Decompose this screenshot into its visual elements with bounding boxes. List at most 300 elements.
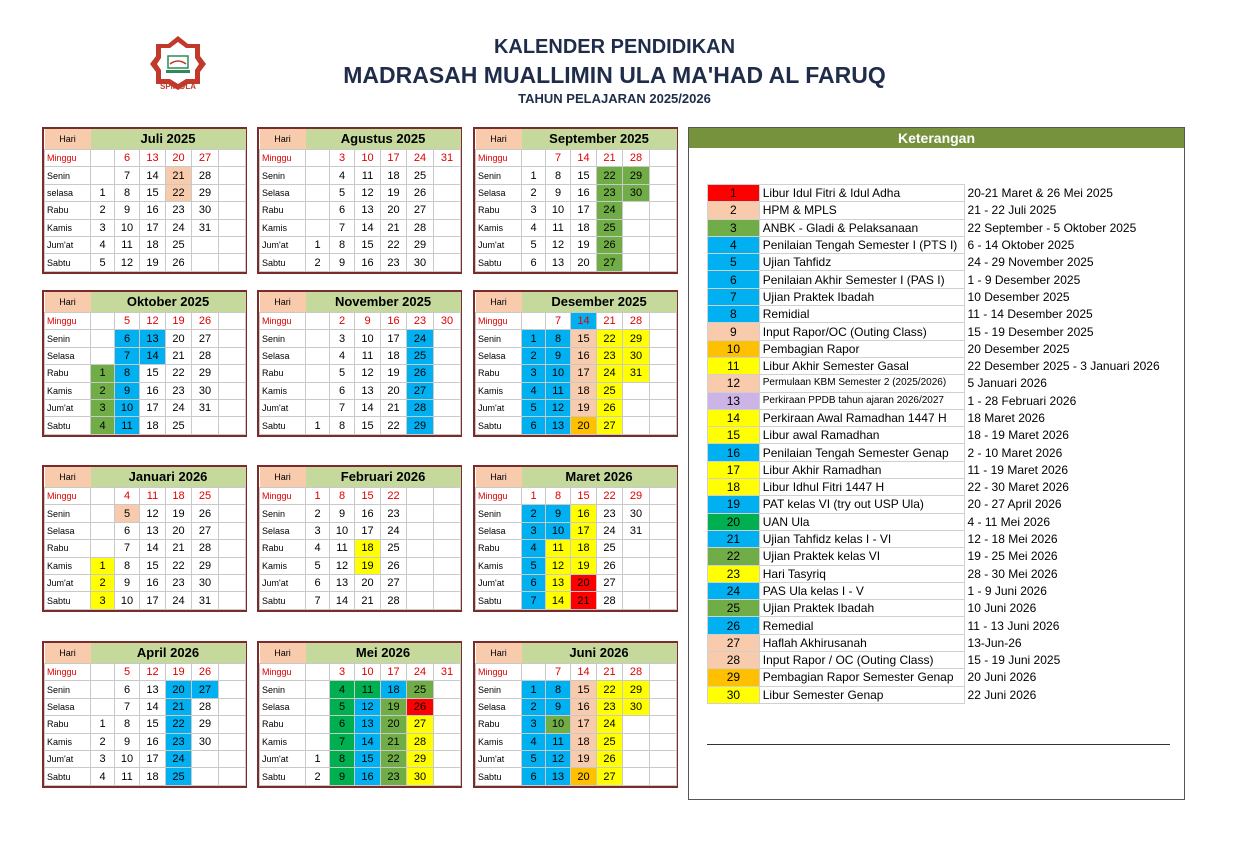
day-name: Selasa <box>260 184 306 201</box>
day-name: Selasa <box>476 184 522 201</box>
date-cell: 5 <box>306 557 330 574</box>
date-cell <box>306 382 330 399</box>
month-calendar <box>42 465 247 612</box>
date-cell: 20 <box>381 382 407 399</box>
date-cell <box>522 313 546 330</box>
date-cell: 20 <box>571 254 597 271</box>
date-cell: 15 <box>355 488 381 505</box>
date-cell: 29 <box>407 750 434 767</box>
date-cell: 3 <box>91 219 115 236</box>
legend-date: 18 Maret 2026 <box>967 411 1045 425</box>
date-cell: 12 <box>546 236 571 253</box>
date-cell <box>650 768 677 785</box>
date-cell <box>650 202 677 219</box>
date-cell: 25 <box>166 417 192 434</box>
legend-number: 22 <box>708 548 760 565</box>
date-cell: 7 <box>330 733 355 750</box>
date-cell: 5 <box>115 505 140 522</box>
date-cell: 17 <box>571 202 597 219</box>
day-name: Selasa <box>45 698 91 715</box>
date-cell: 8 <box>330 417 355 434</box>
date-cell: 18 <box>355 540 381 557</box>
date-cell: 7 <box>115 167 140 184</box>
date-cell: 31 <box>434 664 461 681</box>
date-cell: 21 <box>166 540 192 557</box>
date-cell: 1 <box>522 330 546 347</box>
date-cell <box>623 540 650 557</box>
page-title: KALENDER PENDIDIKAN <box>493 36 736 58</box>
date-cell: 21 <box>166 347 192 364</box>
date-cell <box>650 254 677 271</box>
date-cell: 1 <box>306 417 330 434</box>
date-cell <box>434 254 461 271</box>
legend-number: 20 <box>708 513 760 530</box>
legend-date: 2 - 10 Maret 2026 <box>967 445 1063 460</box>
date-cell: 14 <box>140 698 166 715</box>
month-title: Agustus 2025 <box>306 129 461 150</box>
date-cell: 28 <box>407 399 434 416</box>
date-cell: 14 <box>140 167 166 184</box>
month-calendar <box>257 127 462 274</box>
date-cell <box>434 716 461 733</box>
legend-number: 12 <box>708 375 760 392</box>
day-name: Rabu <box>45 540 91 557</box>
legend-label: Libur Idul Fitri & Idul Adha <box>759 185 964 202</box>
legend-row <box>708 340 1184 357</box>
legend-number: 16 <box>708 444 760 461</box>
date-cell: 27 <box>192 681 219 698</box>
date-cell: 20 <box>381 202 407 219</box>
date-cell <box>434 347 461 364</box>
date-cell: 15 <box>140 365 166 382</box>
day-name: Jum'at <box>476 750 522 767</box>
date-cell <box>650 522 677 539</box>
legend-label: Penilaian Akhir Semester I (PAS I) <box>759 271 964 288</box>
date-cell: 24 <box>407 664 434 681</box>
date-cell: 10 <box>546 365 571 382</box>
date-cell: 21 <box>571 592 597 609</box>
day-name: Minggu <box>260 664 306 681</box>
legend-date: 11 - 19 Maret 2026 <box>967 462 1069 477</box>
date-cell: 16 <box>571 698 597 715</box>
legend-number: 30 <box>708 686 760 703</box>
date-cell: 4 <box>330 347 355 364</box>
date-cell: 18 <box>571 219 597 236</box>
date-cell <box>623 236 650 253</box>
legend-date: 20-21 Maret & 26 Mei 2025 <box>967 186 1113 201</box>
hari-header: Hari <box>260 292 306 313</box>
date-cell: 16 <box>571 505 597 522</box>
date-cell: 13 <box>355 202 381 219</box>
date-cell: 27 <box>597 254 623 271</box>
date-cell: 5 <box>91 254 115 271</box>
date-cell <box>192 768 219 785</box>
day-name: Sabtu <box>476 254 522 271</box>
date-cell: 13 <box>330 574 355 591</box>
date-cell <box>306 219 330 236</box>
date-cell: 12 <box>140 313 166 330</box>
date-cell: 30 <box>192 733 219 750</box>
date-cell <box>434 365 461 382</box>
day-name: Selasa <box>45 347 91 364</box>
date-cell <box>434 557 461 574</box>
date-cell <box>306 716 330 733</box>
month-calendar <box>257 290 462 437</box>
day-name: Rabu <box>45 365 91 382</box>
date-cell <box>623 382 650 399</box>
day-name: Senin <box>260 167 306 184</box>
legend-date: 15 - 19 Juni 2025 <box>967 653 1061 668</box>
date-cell: 29 <box>623 488 650 505</box>
date-cell: 19 <box>166 505 192 522</box>
date-cell: 15 <box>140 184 166 201</box>
month-calendar <box>473 127 678 274</box>
date-cell: 16 <box>571 347 597 364</box>
legend-date: 15 - 19 Desember 2025 <box>967 324 1094 339</box>
date-cell: 23 <box>407 313 434 330</box>
date-cell: 3 <box>330 664 355 681</box>
date-cell: 23 <box>166 202 192 219</box>
date-cell: 8 <box>115 716 140 733</box>
day-name: Kamis <box>260 557 306 574</box>
date-cell: 8 <box>330 488 355 505</box>
date-cell <box>650 417 677 434</box>
legend-label: Libur Semester Genap <box>759 686 964 703</box>
date-cell: 24 <box>597 716 623 733</box>
legend-label: Pembagian Rapor Semester Genap <box>759 669 964 686</box>
divider <box>707 744 1170 745</box>
date-cell: 31 <box>192 219 219 236</box>
date-cell: 19 <box>381 184 407 201</box>
date-cell <box>522 664 546 681</box>
date-cell: 11 <box>546 733 571 750</box>
day-name: Kamis <box>260 382 306 399</box>
date-cell: 12 <box>330 557 355 574</box>
legend-date: 11 - 13 Juni 2026 <box>967 618 1060 633</box>
date-cell: 7 <box>115 540 140 557</box>
date-cell: 28 <box>407 219 434 236</box>
date-cell <box>91 150 115 167</box>
date-cell: 17 <box>381 150 407 167</box>
date-cell: 10 <box>330 522 355 539</box>
date-cell: 25 <box>597 382 623 399</box>
date-cell: 8 <box>115 184 140 201</box>
legend-date: 20 - 27 April 2026 <box>967 497 1062 512</box>
legend-row <box>708 323 1184 340</box>
date-cell: 25 <box>192 488 219 505</box>
date-cell: 20 <box>166 150 192 167</box>
day-name: Rabu <box>260 540 306 557</box>
day-name: Jum'at <box>476 574 522 591</box>
legend-row <box>708 392 1184 409</box>
legend-number: 23 <box>708 565 760 582</box>
date-cell <box>306 150 330 167</box>
date-cell <box>623 733 650 750</box>
date-cell: 7 <box>330 219 355 236</box>
date-cell: 28 <box>623 664 650 681</box>
date-cell <box>623 574 650 591</box>
legend-row <box>708 513 1184 530</box>
day-name: Minggu <box>476 313 522 330</box>
date-cell: 11 <box>355 167 381 184</box>
day-name: Rabu <box>476 540 522 557</box>
date-cell: 20 <box>381 716 407 733</box>
date-cell: 2 <box>306 254 330 271</box>
day-name: Selasa <box>260 522 306 539</box>
date-cell: 8 <box>546 681 571 698</box>
date-cell <box>650 184 677 201</box>
date-cell: 17 <box>140 399 166 416</box>
date-cell: 16 <box>355 254 381 271</box>
date-cell <box>434 167 461 184</box>
date-cell <box>306 202 330 219</box>
day-name: Rabu <box>476 365 522 382</box>
date-cell: 12 <box>355 184 381 201</box>
legend-date: 11 - 14 Desember 2025 <box>967 307 1093 322</box>
date-cell: 25 <box>597 540 623 557</box>
date-cell: 3 <box>522 522 546 539</box>
date-cell: 19 <box>166 313 192 330</box>
month-calendar <box>42 127 247 274</box>
day-name: Selasa <box>476 698 522 715</box>
legend-row <box>708 427 1184 444</box>
date-cell <box>434 184 461 201</box>
date-cell: 24 <box>407 150 434 167</box>
date-cell: 3 <box>91 399 115 416</box>
date-cell: 14 <box>571 664 597 681</box>
legend-date: 1 - 28 Februari 2026 <box>967 393 1077 408</box>
date-cell: 27 <box>597 768 623 785</box>
date-cell: 5 <box>522 750 546 767</box>
date-cell: 18 <box>571 382 597 399</box>
legend-label: Input Rapor / OC (Outing Class) <box>759 652 964 669</box>
date-cell: 23 <box>166 733 192 750</box>
legend-number: 14 <box>708 409 760 426</box>
date-cell: 12 <box>355 365 381 382</box>
date-cell: 28 <box>192 540 219 557</box>
legend-row <box>708 236 1184 253</box>
date-cell <box>434 236 461 253</box>
date-cell: 13 <box>546 417 571 434</box>
day-name: Rabu <box>260 202 306 219</box>
day-name: Minggu <box>45 150 91 167</box>
date-cell <box>219 417 246 434</box>
legend-label: Penilaian Tengah Semester I (PTS I) <box>759 236 964 253</box>
date-cell <box>434 592 461 609</box>
date-cell: 15 <box>571 488 597 505</box>
date-cell: 11 <box>546 219 571 236</box>
month-title: April 2026 <box>91 643 246 664</box>
date-cell: 28 <box>381 592 407 609</box>
date-cell: 29 <box>407 236 434 253</box>
date-cell <box>306 698 330 715</box>
date-cell: 9 <box>115 202 140 219</box>
day-name: Senin <box>476 330 522 347</box>
legend-row <box>708 375 1184 392</box>
date-cell <box>434 540 461 557</box>
date-cell: 26 <box>192 505 219 522</box>
date-cell: 26 <box>407 184 434 201</box>
date-cell: 3 <box>91 750 115 767</box>
date-cell: 18 <box>381 681 407 698</box>
day-name: Kamis <box>476 557 522 574</box>
date-cell: 31 <box>192 399 219 416</box>
date-cell: 15 <box>140 557 166 574</box>
date-cell: 24 <box>597 522 623 539</box>
day-name: Minggu <box>476 488 522 505</box>
date-cell: 16 <box>381 313 407 330</box>
date-cell: 13 <box>140 330 166 347</box>
date-cell: 30 <box>192 382 219 399</box>
day-name: Selasa <box>476 347 522 364</box>
date-cell: 28 <box>192 347 219 364</box>
date-cell: 22 <box>166 365 192 382</box>
date-cell: 8 <box>115 557 140 574</box>
date-cell <box>91 522 115 539</box>
date-cell: 28 <box>623 150 650 167</box>
date-cell: 24 <box>166 592 192 609</box>
date-cell: 22 <box>381 750 407 767</box>
date-cell: 30 <box>192 202 219 219</box>
date-cell: 12 <box>355 698 381 715</box>
date-cell <box>219 313 246 330</box>
date-cell <box>623 557 650 574</box>
date-cell: 3 <box>91 592 115 609</box>
date-cell: 9 <box>546 184 571 201</box>
date-cell: 3 <box>306 522 330 539</box>
date-cell <box>91 167 115 184</box>
date-cell <box>192 750 219 767</box>
legend-date: 22 - 30 Maret 2026 <box>967 480 1069 495</box>
month-calendar <box>473 465 678 612</box>
date-cell: 2 <box>522 347 546 364</box>
date-cell: 18 <box>140 417 166 434</box>
date-cell: 24 <box>381 522 407 539</box>
date-cell: 9 <box>330 505 355 522</box>
legend-row <box>708 444 1184 461</box>
date-cell: 25 <box>166 768 192 785</box>
date-cell <box>192 254 219 271</box>
date-cell: 29 <box>623 330 650 347</box>
day-name: Jum'at <box>260 399 306 416</box>
date-cell: 4 <box>306 540 330 557</box>
legend-label: PAT kelas VI (try out USP Ula) <box>759 496 964 513</box>
date-cell: 12 <box>546 750 571 767</box>
day-name: Jum'at <box>476 236 522 253</box>
date-cell: 10 <box>115 219 140 236</box>
date-cell: 24 <box>166 399 192 416</box>
date-cell: 15 <box>355 417 381 434</box>
date-cell <box>407 505 434 522</box>
date-cell: 26 <box>597 750 623 767</box>
day-name: Selasa <box>260 698 306 715</box>
legend-date: 22 September - 5 Oktober 2025 <box>967 220 1137 235</box>
date-cell: 22 <box>597 681 623 698</box>
date-cell: 8 <box>115 365 140 382</box>
legend-date: 5 Januari 2026 <box>967 376 1047 391</box>
day-name: Jum'at <box>476 399 522 416</box>
date-cell: 1 <box>91 365 115 382</box>
date-cell: 5 <box>115 313 140 330</box>
date-cell <box>407 488 434 505</box>
date-cell <box>91 664 115 681</box>
date-cell: 7 <box>546 313 571 330</box>
day-name: Jum'at <box>45 750 91 767</box>
date-cell <box>306 681 330 698</box>
date-cell: 21 <box>381 399 407 416</box>
date-cell: 29 <box>623 681 650 698</box>
legend-row <box>708 496 1184 513</box>
hari-header: Hari <box>476 129 522 150</box>
date-cell: 11 <box>355 347 381 364</box>
legend-row <box>708 306 1184 323</box>
date-cell: 7 <box>522 592 546 609</box>
date-cell: 22 <box>381 236 407 253</box>
date-cell: 20 <box>166 681 192 698</box>
date-cell: 6 <box>115 681 140 698</box>
date-cell: 10 <box>115 750 140 767</box>
date-cell <box>219 505 246 522</box>
date-cell <box>219 768 246 785</box>
date-cell: 28 <box>623 313 650 330</box>
month-title: Oktober 2025 <box>91 292 246 313</box>
academic-year: TAHUN PELAJARAN 2025/2026 <box>518 91 711 106</box>
day-name: Kamis <box>45 219 91 236</box>
date-cell <box>219 330 246 347</box>
legend-number: 17 <box>708 461 760 478</box>
date-cell <box>650 716 677 733</box>
date-cell <box>650 330 677 347</box>
date-cell: 14 <box>571 150 597 167</box>
date-cell: 28 <box>192 167 219 184</box>
legend-date: 22 Desember 2025 - 3 Januari 2026 <box>967 359 1160 374</box>
legend-row <box>708 582 1184 599</box>
date-cell: 4 <box>330 681 355 698</box>
date-cell: 7 <box>115 347 140 364</box>
day-name: Sabtu <box>260 592 306 609</box>
date-cell: 22 <box>381 488 407 505</box>
date-cell: 2 <box>306 768 330 785</box>
date-cell: 30 <box>623 698 650 715</box>
date-cell: 27 <box>192 150 219 167</box>
date-cell <box>219 202 246 219</box>
legend-date: 20 Juni 2026 <box>967 670 1037 685</box>
date-cell: 15 <box>355 236 381 253</box>
date-cell: 19 <box>571 557 597 574</box>
date-cell: 4 <box>115 488 140 505</box>
date-cell: 10 <box>546 202 571 219</box>
legend-date: 1 - 9 Juni 2026 <box>967 583 1047 598</box>
date-cell: 6 <box>330 382 355 399</box>
date-cell: 27 <box>381 574 407 591</box>
date-cell <box>434 505 461 522</box>
day-name: Sabtu <box>260 254 306 271</box>
month-title: Mei 2026 <box>306 643 461 664</box>
date-cell: 17 <box>140 592 166 609</box>
date-cell: 26 <box>166 254 192 271</box>
date-cell: 30 <box>623 184 650 201</box>
date-cell: 29 <box>192 716 219 733</box>
legend-row <box>708 271 1184 288</box>
date-cell <box>91 505 115 522</box>
date-cell <box>407 557 434 574</box>
date-cell <box>434 698 461 715</box>
date-cell: 6 <box>330 202 355 219</box>
date-cell: 4 <box>330 167 355 184</box>
date-cell: 10 <box>355 664 381 681</box>
legend-row <box>708 686 1184 703</box>
date-cell: 19 <box>571 399 597 416</box>
